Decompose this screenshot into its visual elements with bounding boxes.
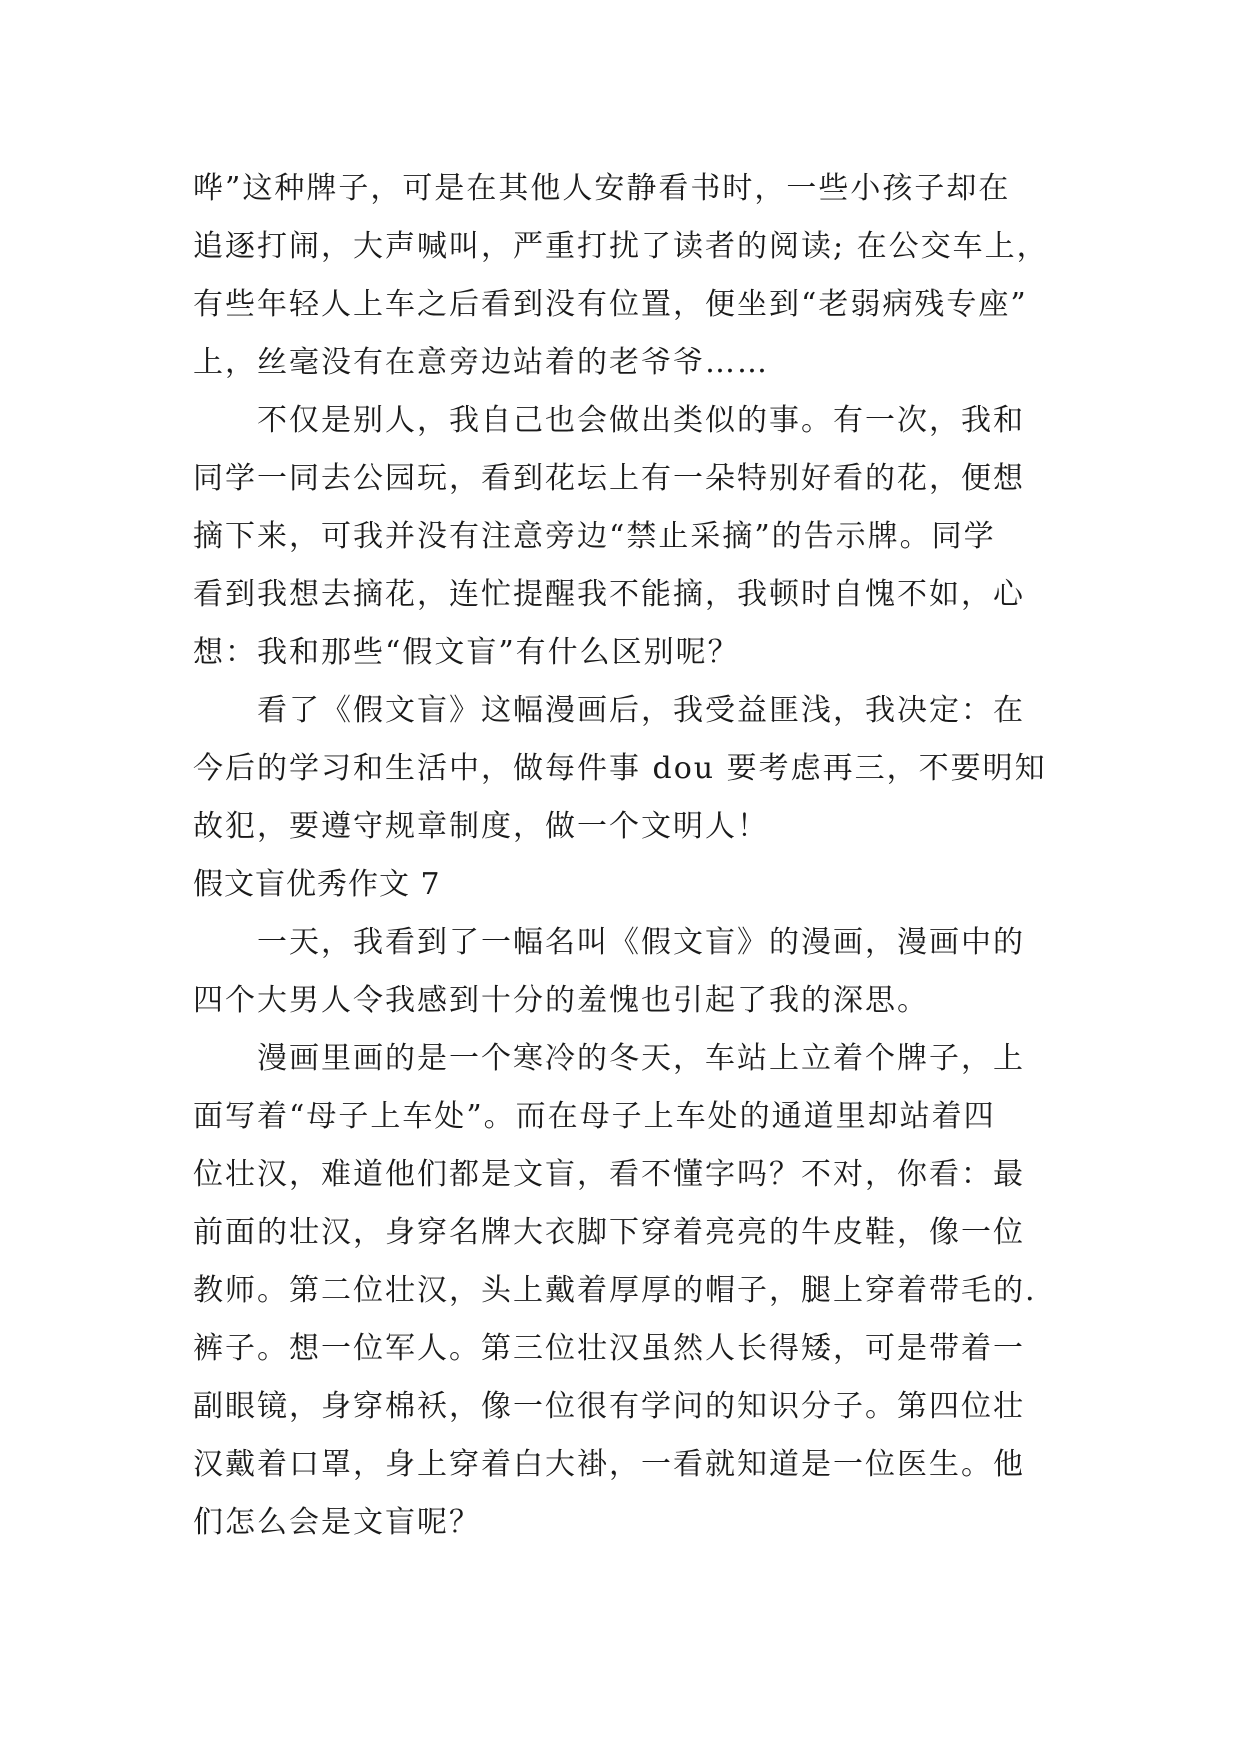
text-line: 四个大男人令我感到十分的羞愧也引起了我的深思。 bbox=[193, 983, 929, 1018]
text-line: 故犯，要遵守规章制度，做一个文明人！ bbox=[193, 809, 769, 844]
paragraph-first-line: 一天，我看到了一幅名叫《假文盲》的漫画，漫画中的 bbox=[257, 925, 1025, 960]
section-heading: 假文盲优秀作文 7 bbox=[193, 867, 441, 902]
text-line: 今后的学习和生活中，做每件事 dou 要考虑再三，不要明知 bbox=[193, 751, 1047, 786]
text-line: 看到我想去摘花，连忙提醒我不能摘，我顿时自愧不如，心 bbox=[193, 577, 1025, 612]
text-line: 追逐打闹，大声喊叫，严重打扰了读者的阅读; 在公交车上， bbox=[193, 229, 1049, 264]
text-line: 裤子。想一位军人。第三位壮汉虽然人长得矮，可是带着一 bbox=[193, 1331, 1025, 1366]
paragraph-first-line: 不仅是别人，我自己也会做出类似的事。有一次，我和 bbox=[257, 403, 1025, 438]
text-line: 摘下来，可我并没有注意旁边“禁止采摘”的告示牌。同学 bbox=[193, 519, 996, 554]
text-line: 们怎么会是文盲呢？ bbox=[193, 1505, 481, 1540]
text-line: 面写着“母子上车处”。而在母子上车处的通道里却站着四 bbox=[193, 1099, 996, 1134]
paragraph-first-line: 漫画里画的是一个寒冷的冬天，车站上立着个牌子，上 bbox=[257, 1041, 1025, 1076]
text-line: 想：我和那些“假文盲”有什么区别呢？ bbox=[193, 635, 740, 670]
text-line: 汉戴着口罩，身上穿着白大褂，一看就知道是一位医生。他 bbox=[193, 1447, 1025, 1482]
text-line: 副眼镜，身穿棉袄，像一位很有学问的知识分子。第四位壮 bbox=[193, 1389, 1025, 1424]
text-line: 有些年轻人上车之后看到没有位置，便坐到“老弱病残专座” bbox=[193, 287, 1028, 322]
paragraph-first-line: 看了《假文盲》这幅漫画后，我受益匪浅，我决定：在 bbox=[257, 693, 1025, 728]
text-line: 同学一同去公园玩，看到花坛上有一朵特别好看的花，便想 bbox=[193, 461, 1025, 496]
text-line: 教师。第二位壮汉，头上戴着厚厚的帽子，腿上穿着带毛的. bbox=[193, 1273, 1037, 1308]
text-line: 上，丝毫没有在意旁边站着的老爷爷…… bbox=[193, 345, 769, 380]
text-line: 位壮汉，难道他们都是文盲，看不懂字吗？不对，你看：最 bbox=[193, 1157, 1025, 1192]
text-line: 哗”这种牌子，可是在其他人安静看书时，一些小孩子却在 bbox=[193, 171, 1011, 206]
document-page bbox=[193, 160, 1053, 1552]
text-line: 前面的壮汉，身穿名牌大衣脚下穿着亮亮的牛皮鞋，像一位 bbox=[193, 1215, 1025, 1250]
